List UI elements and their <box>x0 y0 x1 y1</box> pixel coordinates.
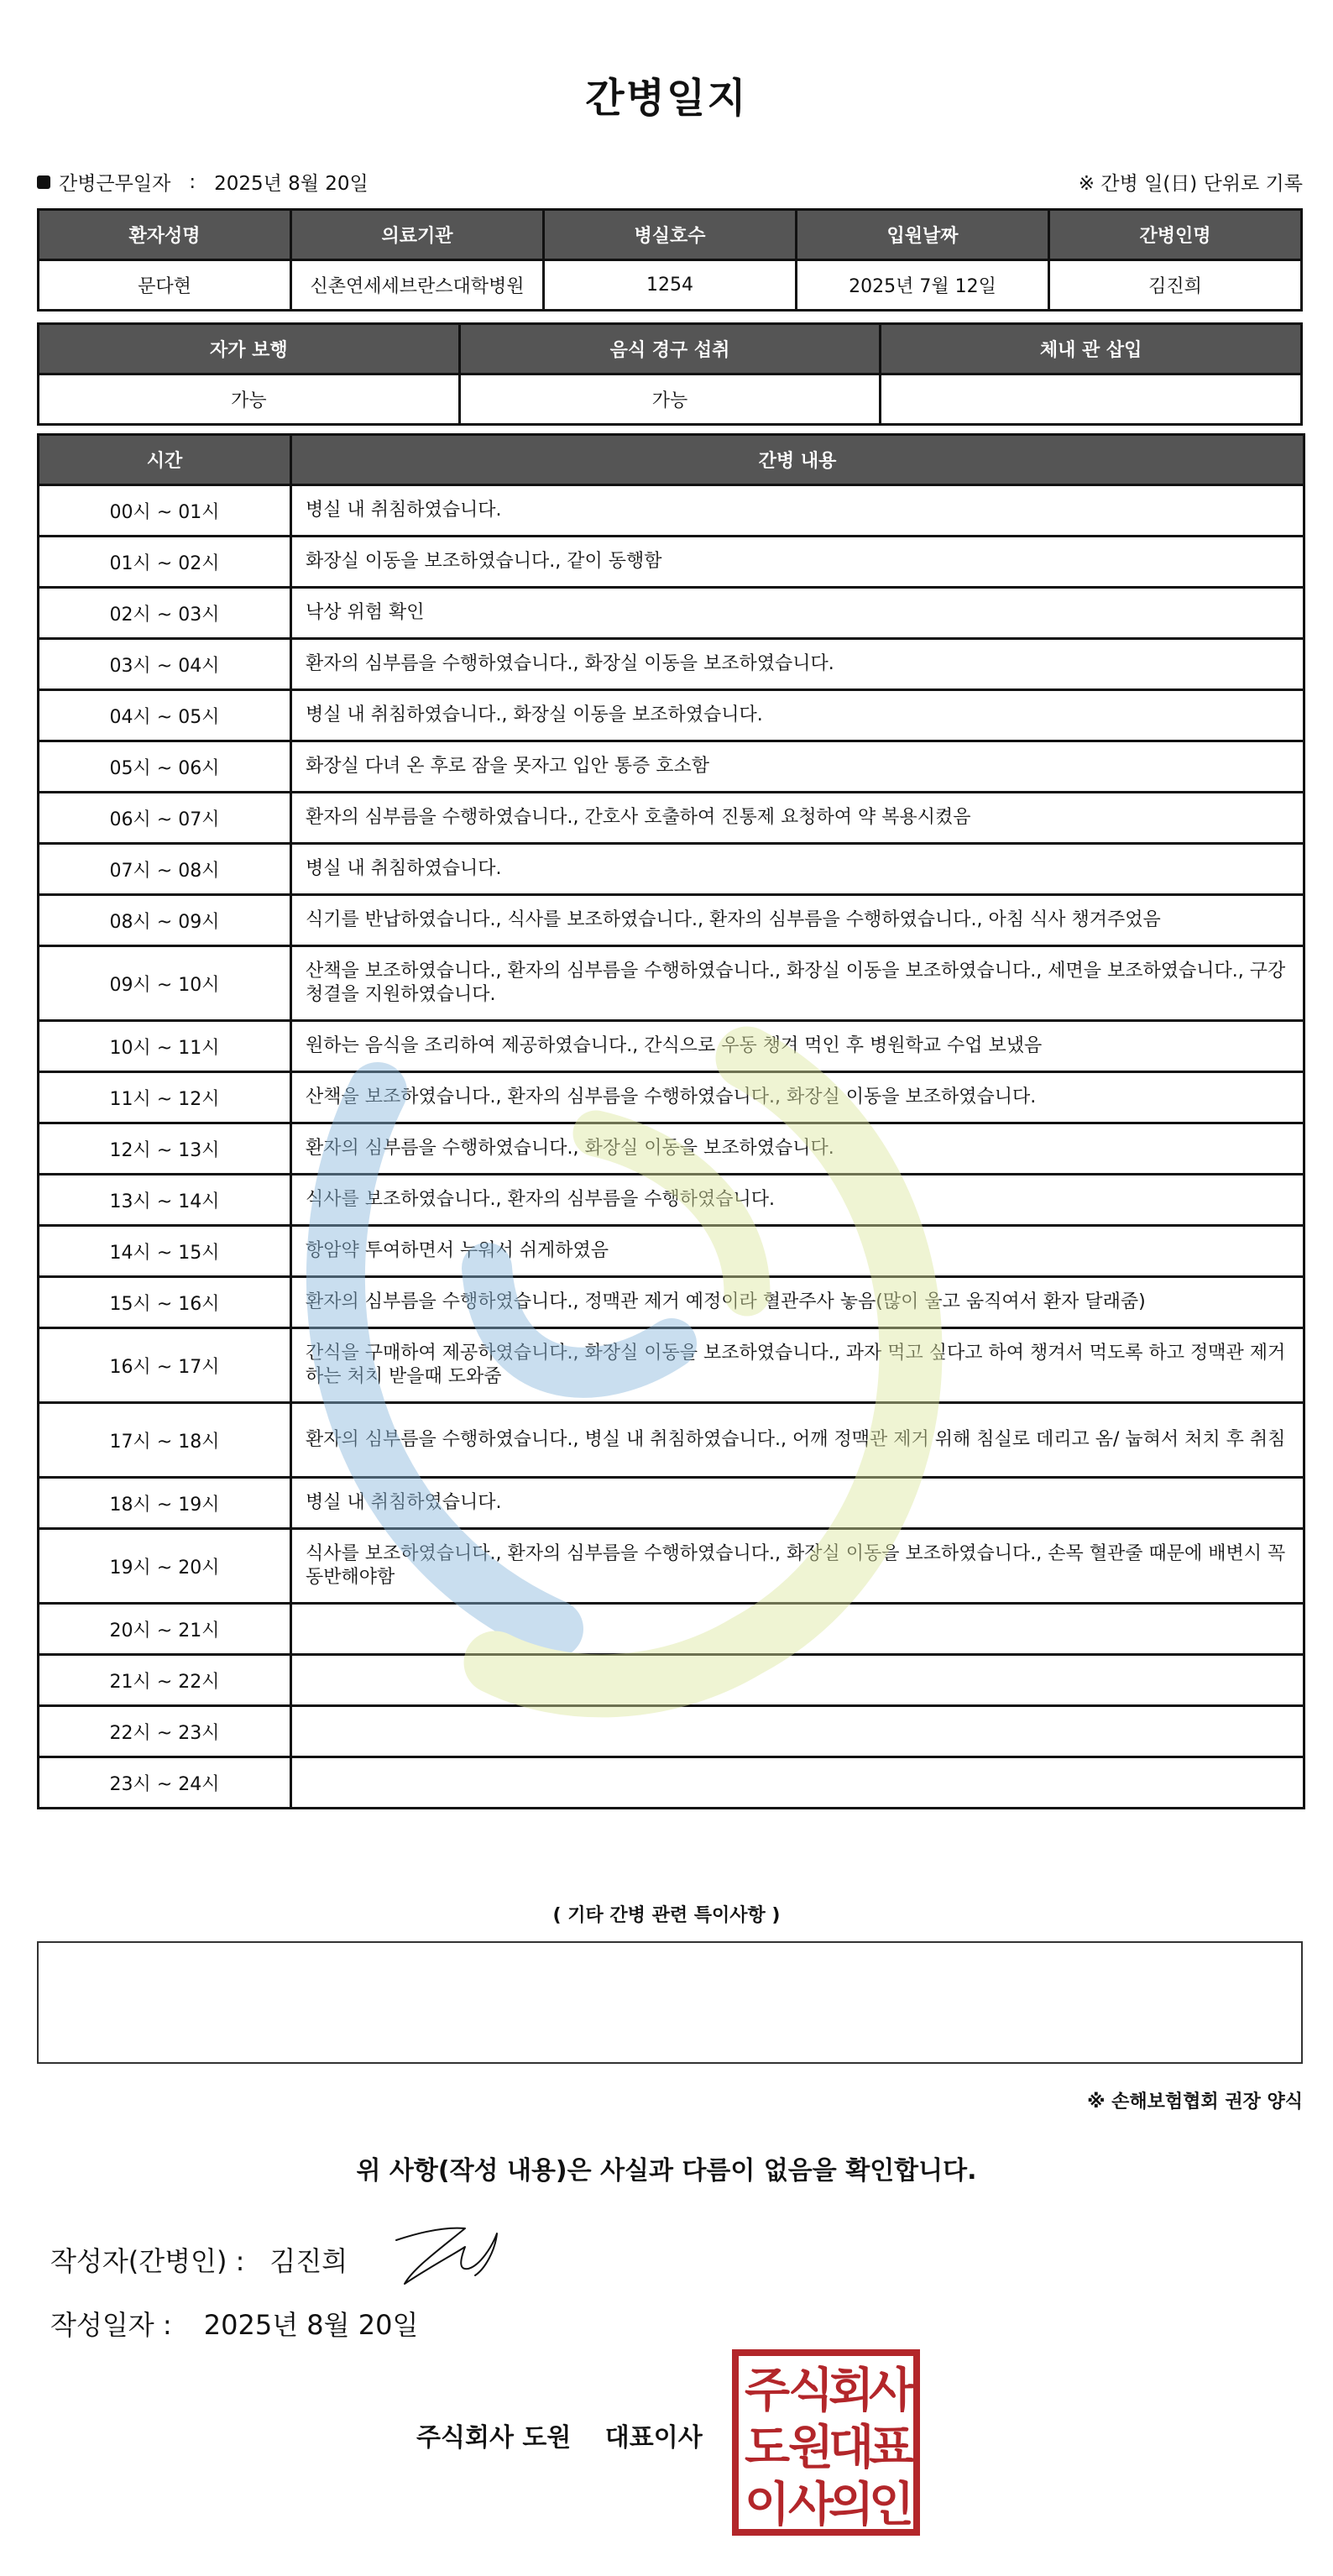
log-time: 01시 ~ 02시 <box>39 537 291 588</box>
log-content: 환자의 심부름을 수행하였습니다., 간호사 호출하여 진통제 요청하여 약 복용시켰음 <box>291 793 1304 844</box>
table-row <box>39 1072 1304 1123</box>
log-content: 병실 내 취침하였습니다. <box>291 1478 1304 1529</box>
header-room-number: 병실호수 <box>544 210 797 260</box>
header-admission-date: 입원날짜 <box>797 210 1049 260</box>
log-time: 13시 ~ 14시 <box>39 1175 291 1226</box>
table-row <box>39 844 1304 895</box>
table-row <box>39 946 1304 1021</box>
log-time: 06시 ~ 07시 <box>39 793 291 844</box>
patient-name: 문다현 <box>39 260 291 311</box>
svg-text:대: 대 <box>828 2421 875 2475</box>
log-content: 병실 내 취침하였습니다. <box>291 844 1304 895</box>
log-time: 09시 ~ 10시 <box>39 946 291 1021</box>
header-hospital: 의료기관 <box>291 210 544 260</box>
written-date-label: 작성일자 : <box>50 2309 172 2341</box>
log-time: 04시 ~ 05시 <box>39 690 291 741</box>
record-unit-note: ※ 간병 일(日) 단위로 기록 <box>1078 173 1303 195</box>
log-content: 환자의 심부름을 수행하였습니다., 정맥관 제거 예정이라 혈관주사 놓음(많이 울고 움직여서 환자 달래줌) <box>291 1277 1304 1328</box>
table-row <box>39 1403 1304 1478</box>
written-date-line <box>50 2304 418 2343</box>
log-content: 화장실 이동을 보조하였습니다., 같이 동행함 <box>291 537 1304 588</box>
patient-status-table <box>37 322 1303 426</box>
table-row <box>39 1123 1304 1175</box>
log-time: 20시 ~ 21시 <box>39 1604 291 1655</box>
confirmation-statement: 위 사항(작성 내용)은 사실과 다름이 없음을 확인합니다. <box>356 2156 977 2186</box>
log-time: 02시 ~ 03시 <box>39 588 291 639</box>
table-row <box>39 639 1304 690</box>
header-patient-name: 환자성명 <box>39 210 291 260</box>
self-walking-value: 가능 <box>39 374 460 425</box>
table-row <box>39 1757 1304 1809</box>
oral-intake-value: 가능 <box>459 374 881 425</box>
caregiver-name: 김진희 <box>1049 260 1302 311</box>
table-row <box>39 1226 1304 1277</box>
log-time: 14시 ~ 15시 <box>39 1226 291 1277</box>
svg-text:표: 표 <box>868 2421 915 2475</box>
header-time: 시간 <box>39 435 291 485</box>
signature-icon <box>388 2217 514 2292</box>
log-content: 병실 내 취침하였습니다. <box>291 485 1304 537</box>
log-time: 05시 ~ 06시 <box>39 741 291 793</box>
log-content <box>291 1604 1304 1655</box>
log-time: 21시 ~ 22시 <box>39 1655 291 1706</box>
log-content: 항암약 투여하면서 누워서 쉬게하였음 <box>291 1226 1304 1277</box>
log-content: 식사를 보조하였습니다., 환자의 심부름을 수행하였습니다., 화장실 이동을 보조하였습니다., 손목 혈관줄 때문에 배변시 꼭 동반해야함 <box>291 1529 1304 1604</box>
table-row <box>39 1655 1304 1706</box>
log-content: 환자의 심부름을 수행하였습니다., 화장실 이동을 보조하였습니다. <box>291 1123 1304 1175</box>
duty-date-value: 2025년 8월 20일 <box>214 173 369 195</box>
author-line <box>50 2240 348 2279</box>
svg-text:의: 의 <box>828 2478 875 2532</box>
svg-text:원: 원 <box>787 2421 834 2475</box>
header-self-walking: 자가 보행 <box>39 324 460 374</box>
header-oral-intake: 음식 경구 섭취 <box>459 324 881 374</box>
svg-text:주: 주 <box>744 2364 791 2418</box>
header-tube-insertion: 체내 관 삽입 <box>881 324 1302 374</box>
svg-text:이: 이 <box>744 2478 791 2532</box>
log-content: 환자의 심부름을 수행하였습니다., 병실 내 취침하였습니다., 어깨 정맥관 제거 위해 침실로 데리고 옴/ 눕혀서 처치 후 취침 <box>291 1403 1304 1478</box>
tube-insertion-value <box>881 374 1302 425</box>
log-content <box>291 1757 1304 1809</box>
log-time: 18시 ~ 19시 <box>39 1478 291 1529</box>
log-time: 11시 ~ 12시 <box>39 1072 291 1123</box>
log-content: 환자의 심부름을 수행하였습니다., 화장실 이동을 보조하였습니다. <box>291 639 1304 690</box>
care-log-table <box>37 433 1305 1809</box>
table-row <box>39 1529 1304 1604</box>
table-row <box>39 588 1304 639</box>
log-content: 산책을 보조하였습니다., 환자의 심부름을 수행하였습니다., 화장실 이동을 보조하였습니다. <box>291 1072 1304 1123</box>
log-time: 17시 ~ 18시 <box>39 1403 291 1478</box>
written-date-value: 2025년 8월 20일 <box>203 2309 419 2341</box>
log-time: 23시 ~ 24시 <box>39 1757 291 1809</box>
log-content: 산책을 보조하였습니다., 환자의 심부름을 수행하였습니다., 화장실 이동을 보조하였습니다., 세면을 보조하였습니다., 구강청결을 지원하였습니다. <box>291 946 1304 1021</box>
log-content: 식사를 보조하였습니다., 환자의 심부름을 수행하였습니다. <box>291 1175 1304 1226</box>
log-time: 16시 ~ 17시 <box>39 1328 291 1403</box>
table-row <box>39 1706 1304 1757</box>
svg-text:도: 도 <box>744 2421 791 2475</box>
log-time: 19시 ~ 20시 <box>39 1529 291 1604</box>
log-content <box>291 1706 1304 1757</box>
log-content: 간식을 구매하여 제공하였습니다., 화장실 이동을 보조하였습니다., 과자 먹고 싶다고 하여 챙겨서 먹도록 하고 정맥관 제거하는 처치 받을때 도와줌 <box>291 1328 1304 1403</box>
company-name: 주식회사 도원 <box>416 2423 572 2453</box>
log-time: 03시 ~ 04시 <box>39 639 291 690</box>
svg-text:사: 사 <box>787 2478 834 2532</box>
remarks-box <box>37 1941 1303 2064</box>
duty-date-line <box>37 168 369 196</box>
log-time: 15시 ~ 16시 <box>39 1277 291 1328</box>
log-time: 07시 ~ 08시 <box>39 844 291 895</box>
document-title: 간병일지 <box>585 75 748 122</box>
header-care-content: 간병 내용 <box>291 435 1304 485</box>
room-number: 1254 <box>544 260 797 311</box>
log-time: 22시 ~ 23시 <box>39 1706 291 1757</box>
remarks-title: ( 기타 간병 관련 특이사항 ) <box>552 1905 781 1926</box>
admission-date: 2025년 7월 12일 <box>797 260 1049 311</box>
log-content: 원하는 음식을 조리하여 제공하였습니다., 간식으로 우동 챙겨 먹인 후 병원학교 수업 보냈음 <box>291 1021 1304 1072</box>
table-row <box>39 1021 1304 1072</box>
table-row <box>39 1277 1304 1328</box>
form-recommendation-note: ※ 손해보험협회 권장 양식 <box>1087 2092 1303 2113</box>
table-row <box>39 1175 1304 1226</box>
table-row <box>39 485 1304 537</box>
table-row <box>39 793 1304 844</box>
author-name: 김진희 <box>269 2245 348 2277</box>
svg-text:회: 회 <box>828 2364 875 2418</box>
patient-info-table <box>37 208 1303 312</box>
duty-date-sep: : <box>189 170 196 193</box>
log-content: 식기를 반납하였습니다., 식사를 보조하였습니다., 환자의 심부름을 수행하였습니다., 아침 식사 챙겨주었음 <box>291 895 1304 946</box>
log-content <box>291 1655 1304 1706</box>
table-row <box>39 1604 1304 1655</box>
log-time: 08시 ~ 09시 <box>39 895 291 946</box>
square-bullet-icon <box>37 175 50 189</box>
log-content: 병실 내 취침하였습니다., 화장실 이동을 보조하였습니다. <box>291 690 1304 741</box>
hospital-name: 신촌연세세브란스대학병원 <box>291 260 544 311</box>
table-row <box>39 690 1304 741</box>
log-time: 10시 ~ 11시 <box>39 1021 291 1072</box>
log-time: 00시 ~ 01시 <box>39 485 291 537</box>
company-title: 대표이사 <box>604 2423 703 2453</box>
table-row <box>39 537 1304 588</box>
header-caregiver-name: 간병인명 <box>1049 210 1302 260</box>
table-row <box>39 1328 1304 1403</box>
company-seal-stamp-icon <box>730 2348 922 2537</box>
svg-text:사: 사 <box>868 2364 915 2418</box>
table-row <box>39 741 1304 793</box>
log-content: 낙상 위험 확인 <box>291 588 1304 639</box>
svg-text:인: 인 <box>868 2478 915 2532</box>
duty-date-label: 간병근무일자 <box>59 173 171 195</box>
author-label: 작성자(간병인) : <box>50 2245 245 2277</box>
log-content: 화장실 다녀 온 후로 잠을 못자고 입안 통증 호소함 <box>291 741 1304 793</box>
log-time: 12시 ~ 13시 <box>39 1123 291 1175</box>
company-signoff <box>416 2416 703 2453</box>
table-row <box>39 1478 1304 1529</box>
svg-text:식: 식 <box>787 2364 834 2418</box>
table-row <box>39 895 1304 946</box>
